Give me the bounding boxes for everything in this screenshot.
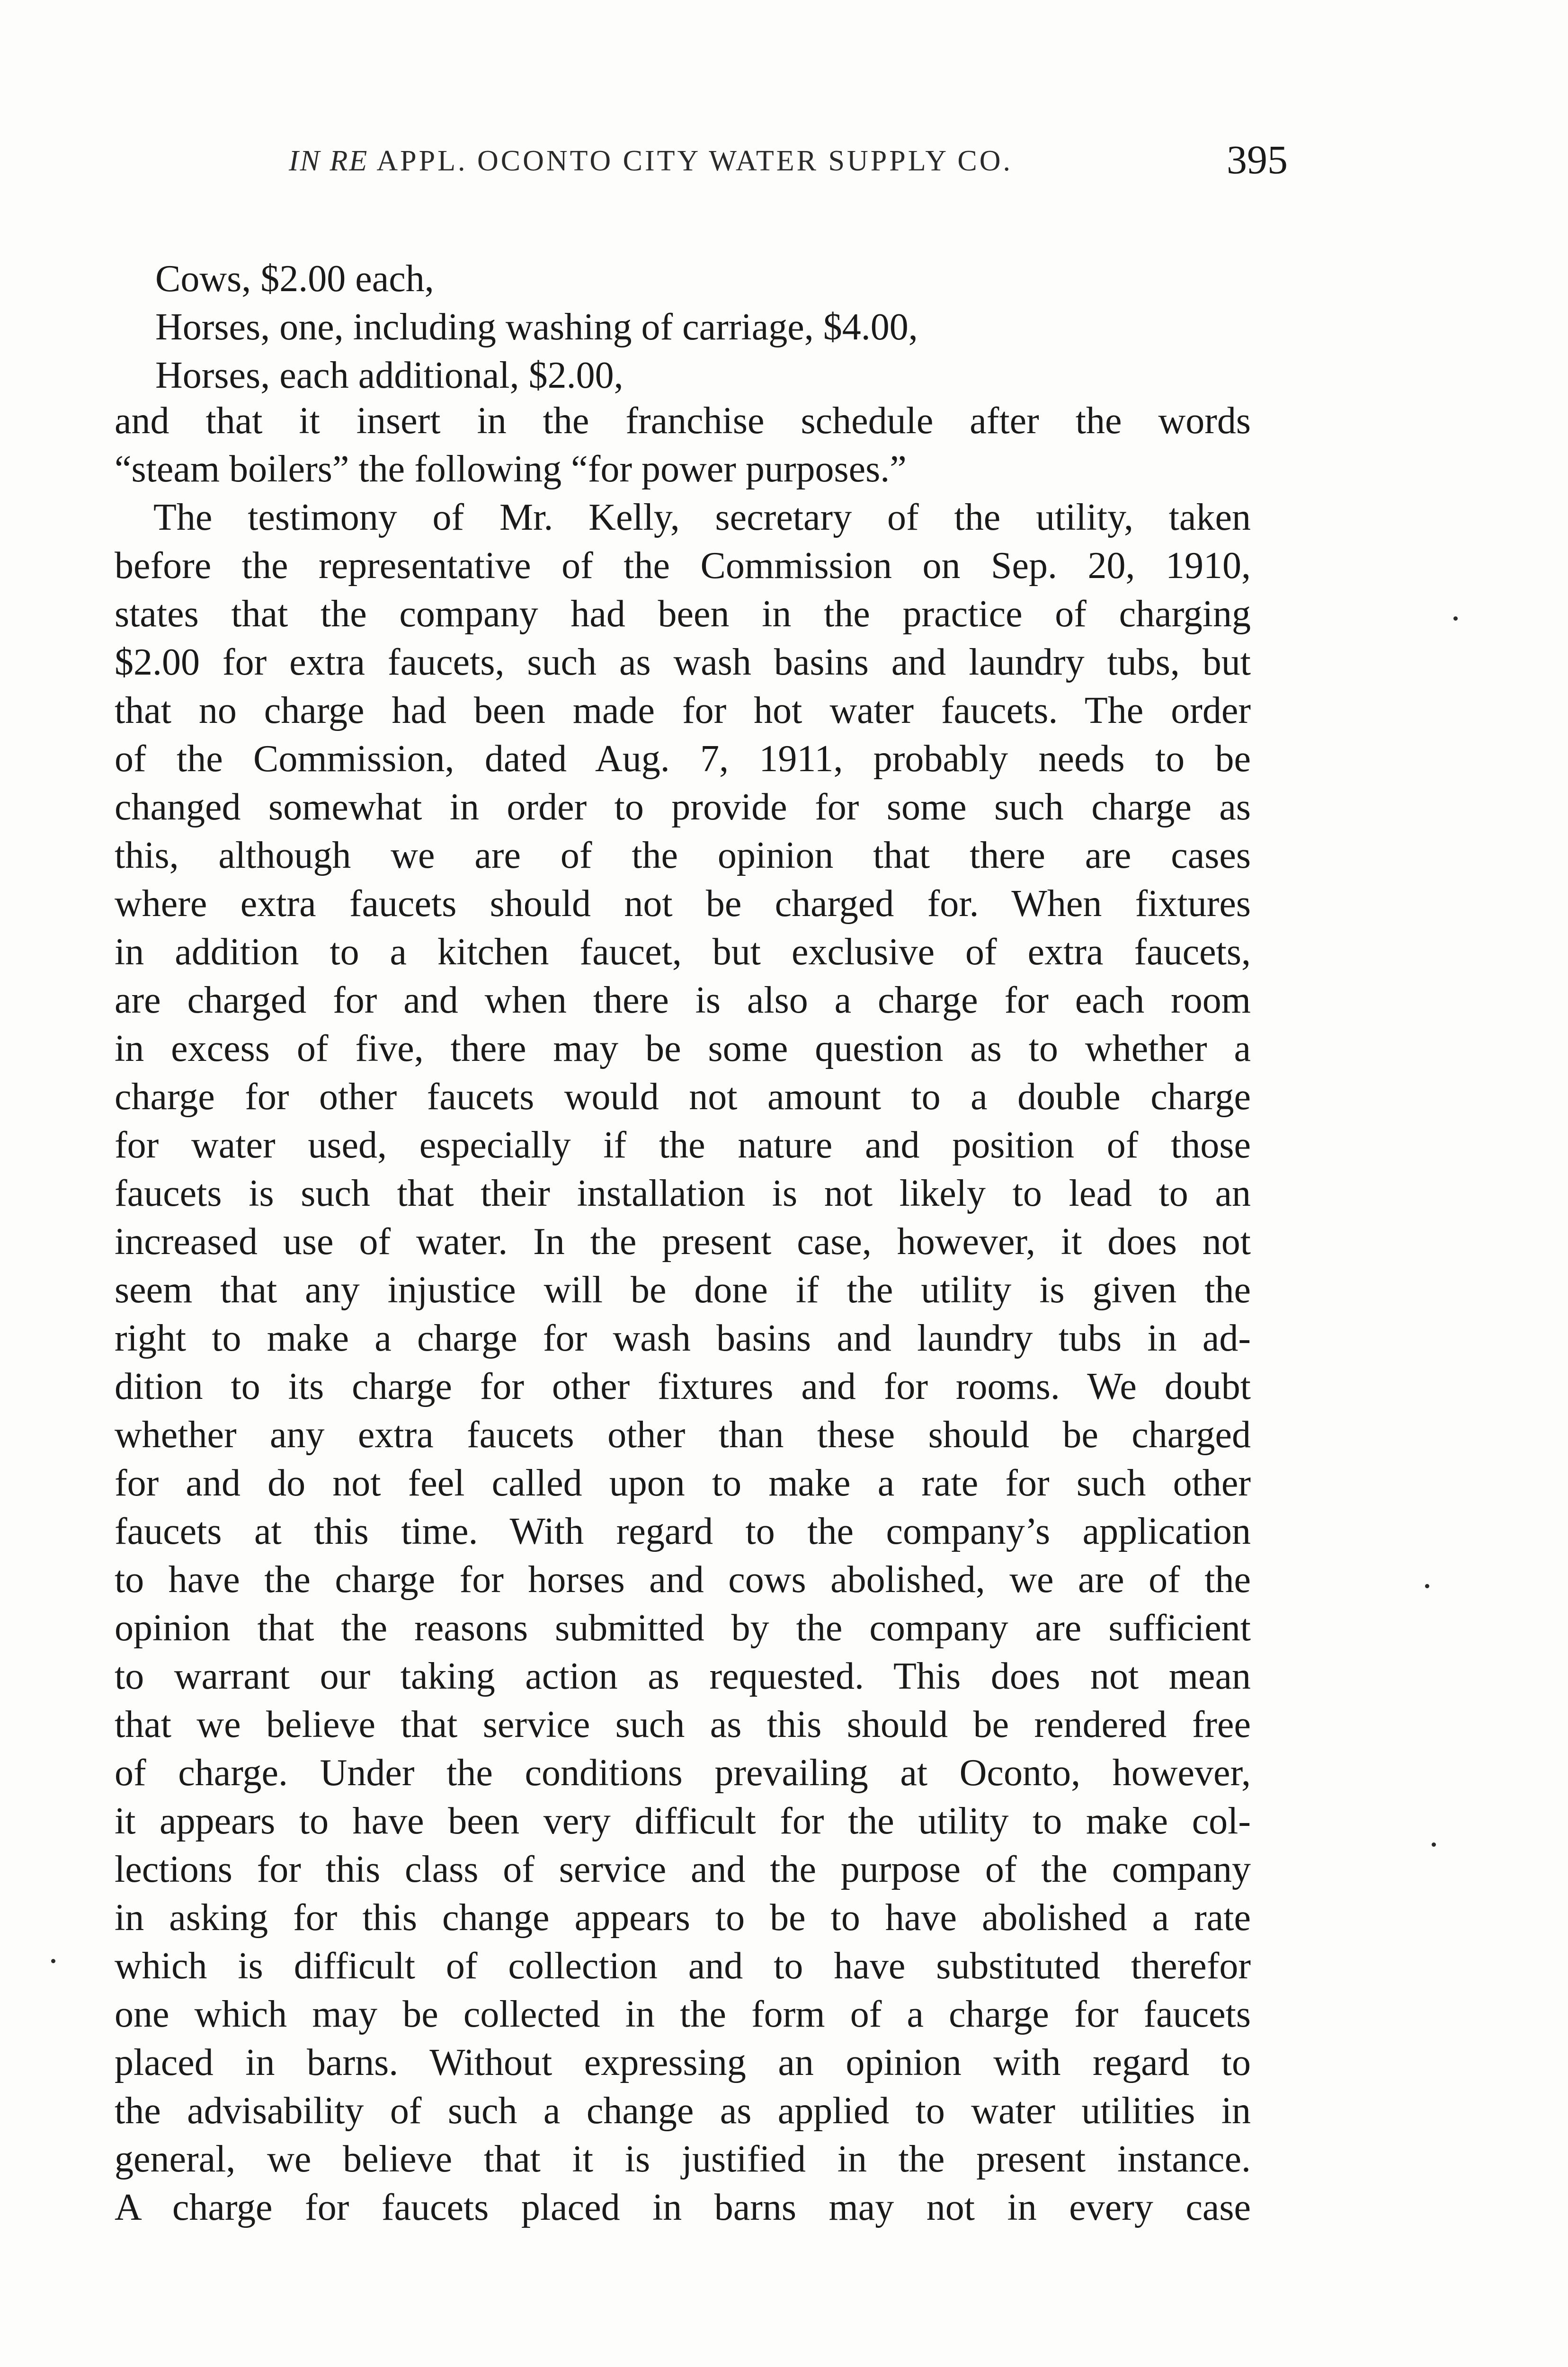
text-line: general, we believe that it is justified in the present instance. [115, 2138, 1251, 2180]
text-line: for and do not feel called upon to make a rate for such other [115, 1462, 1251, 1504]
rate-list [155, 255, 1339, 400]
body-text [115, 397, 1251, 2232]
running-head-case-prefix: IN RE [289, 145, 369, 177]
text-line: right to make a charge for wash basins and laundry tubs in ad- [115, 1317, 1251, 1359]
text-line: in asking for this change appears to be to have abolished a rate [115, 1897, 1251, 1939]
text-line: to warrant our taking action as requested. This does not mean [115, 1655, 1251, 1697]
text-line: increased use of water. In the present case, however, it does not [115, 1221, 1251, 1263]
text-line: are charged for and when there is also a charge for each room [115, 979, 1251, 1021]
text-line: in excess of five, there may be some question as to whether a [115, 1028, 1251, 1069]
print-speck [1425, 1584, 1429, 1588]
text-line: in addition to a kitchen faucet, but exclusive of extra faucets, [115, 931, 1251, 973]
text-line: The testimony of Mr. Kelly, secretary of the utility, taken [153, 497, 1251, 538]
text-line: A charge for faucets placed in barns may not in every case [115, 2187, 1251, 2228]
text-line: $2.00 for extra faucets, such as wash basins and laundry tubs, but [115, 641, 1251, 683]
text-line: which is difficult of collection and to have substituted therefor [115, 1945, 1251, 1987]
text-line: changed somewhat in order to provide for some such charge as [115, 786, 1251, 828]
print-speck [51, 1959, 55, 1963]
text-line: where extra faucets should not be charged for. When fixtures [115, 883, 1251, 925]
page-header [114, 137, 1288, 196]
text-line: it appears to have been very difficult for the utility to make col- [115, 1800, 1251, 1842]
text-line: that no charge had been made for hot water faucets. The order [115, 690, 1251, 731]
text-line: for water used, especially if the nature and position of those [115, 1124, 1251, 1166]
text-line: and that it insert in the franchise schedule after the words [115, 400, 1251, 442]
text-line: charge for other faucets would not amount to a double charge [115, 1076, 1251, 1118]
paragraph-testimony [115, 493, 1251, 2232]
text-line: states that the company had been in the practice of charging [115, 593, 1251, 635]
text-line: faucets at this time. With regard to the company’s application [115, 1511, 1251, 1552]
text-line: this, although we are of the opinion that there are cases [115, 835, 1251, 876]
print-speck [1432, 1842, 1436, 1847]
text-line: faucets is such that their installation is not likely to lead to an [115, 1173, 1251, 1214]
text-line: dition to its charge for other fixtures and for rooms. We doubt [115, 1366, 1251, 1407]
text-line: of the Commission, dated Aug. 7, 1911, probably needs to be [115, 738, 1251, 780]
text-line: whether any extra faucets other than these should be charged [115, 1414, 1251, 1456]
text-line: to have the charge for horses and cows abolished, we are of the [115, 1559, 1251, 1601]
text-line: that we believe that service such as this should be rendered free [115, 1704, 1251, 1745]
text-line: lections for this class of service and the purpose of the company [115, 1849, 1251, 1890]
page-number: 395 [1227, 137, 1288, 182]
text-line: seem that any injustice will be done if the utility is given the [115, 1269, 1251, 1311]
rate-item-horses-additional: Horses, each additional, $2.00, [155, 355, 624, 396]
text-line: the advisability of such a change as applied to water utilities in [115, 2090, 1251, 2132]
text-line: one which may be collected in the form of a charge for faucets [115, 1993, 1251, 2035]
text-line: placed in barns. Without expressing an opinion with regard to [115, 2042, 1251, 2083]
text-line: of charge. Under the conditions prevailing at Oconto, however, [115, 1752, 1251, 1794]
print-speck [1453, 616, 1458, 621]
text-line: “steam boilers” the following “for power purposes.” [115, 448, 907, 490]
rate-item-cows: Cows, $2.00 each, [155, 258, 434, 300]
rate-item-horses-one: Horses, one, including washing of carriage, $4.00, [155, 306, 918, 348]
paragraph-franchise-schedule [115, 397, 1251, 493]
text-line: before the representative of the Commission on Sep. 20, 1910, [115, 545, 1251, 587]
text-line: opinion that the reasons submitted by the company are sufficient [115, 1607, 1251, 1649]
running-head-title: APPL. OCONTO CITY WATER SUPPLY CO. [376, 145, 1013, 177]
running-head [289, 144, 1013, 178]
